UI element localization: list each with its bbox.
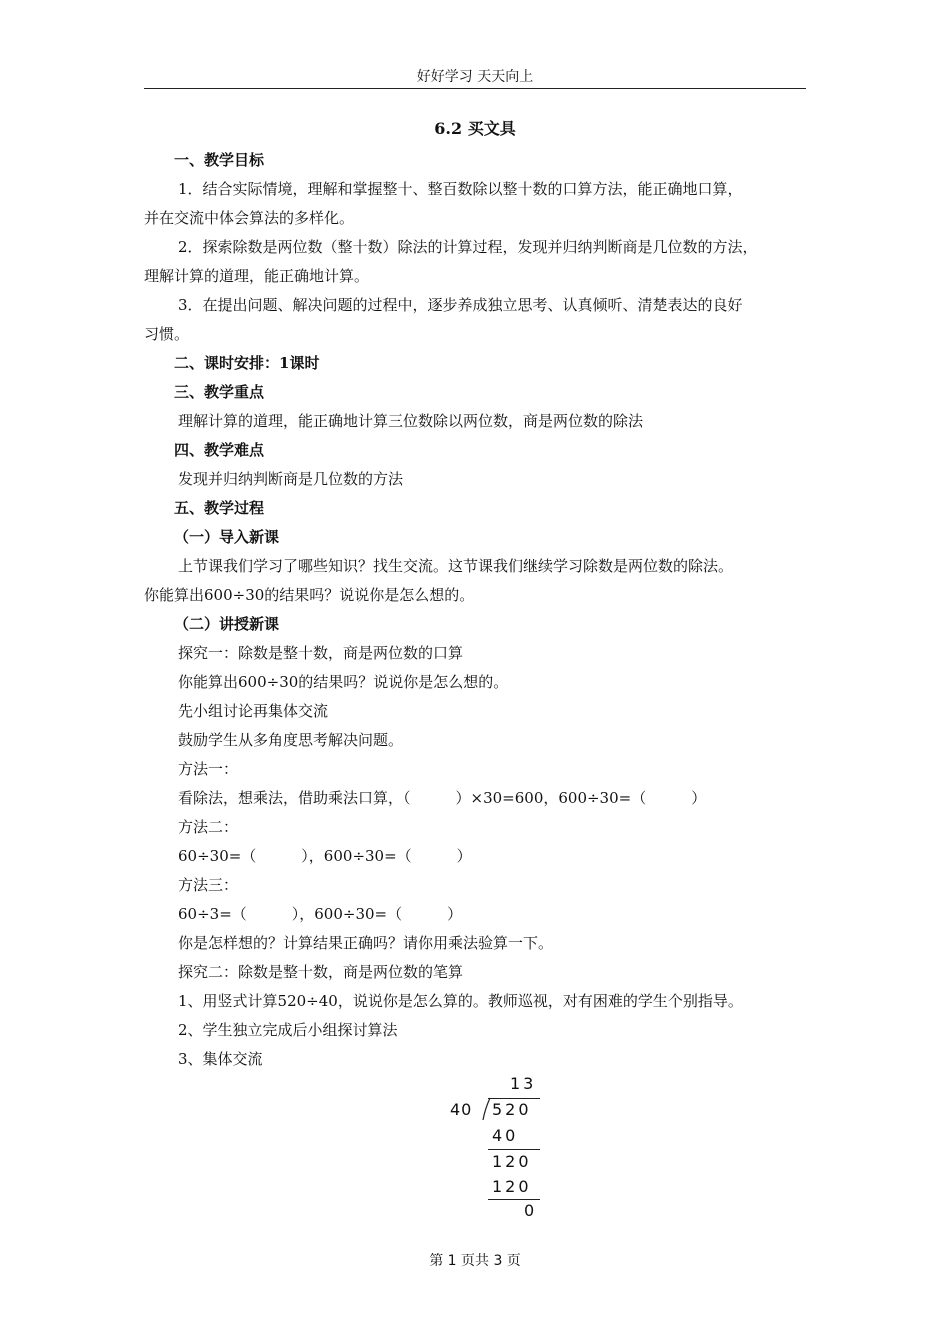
paragraph-line: 方法一： bbox=[178, 760, 239, 778]
paragraph-line: 探究一：除数是整十数，商是两位数的口算 bbox=[178, 644, 464, 662]
section-heading: 五、教学过程 bbox=[174, 499, 265, 517]
ld-remainder2: 0 bbox=[524, 1201, 538, 1220]
paragraph-line: 鼓励学生从多角度思考解决问题。 bbox=[178, 731, 404, 749]
paragraph-line: 发现并归纳判断商是几位数的方法 bbox=[178, 470, 404, 488]
paragraph-line: 看除法，想乘法，借助乘法口算，（ ）×30=600，600÷30=（ ） bbox=[178, 789, 707, 807]
section-heading: 三、教学重点 bbox=[174, 383, 265, 401]
ld-step1: 40 bbox=[492, 1126, 519, 1145]
ld-divisor: 40 bbox=[450, 1100, 473, 1119]
section-heading: （二）讲授新课 bbox=[174, 615, 280, 633]
paragraph-line: 2．探索除数是两位数（整十数）除法的计算过程，发现并归纳判断商是几位数的方法， bbox=[178, 238, 758, 256]
ld-bracket bbox=[482, 1097, 492, 1121]
paragraph-line: 上节课我们学习了哪些知识？找生交流。这节课我们继续学习除数是两位数的除法。 bbox=[178, 557, 734, 575]
document-title: 6.2 买文具 bbox=[434, 119, 516, 138]
ld-top-bar bbox=[488, 1098, 540, 1099]
ld-line1 bbox=[488, 1149, 540, 1150]
paragraph-line: 1．结合实际情境，理解和掌握整十、整百数除以整十数的口算方法，能正确地口算， bbox=[178, 180, 743, 198]
paragraph-line: 理解计算的道理，能正确地计算。 bbox=[144, 267, 370, 285]
paragraph-line: 并在交流中体会算法的多样化。 bbox=[144, 209, 355, 227]
section-heading: 四、教学难点 bbox=[174, 441, 265, 459]
long-division bbox=[448, 1072, 568, 1232]
paragraph-line: 探究二：除数是整十数，商是两位数的笔算 bbox=[178, 963, 464, 981]
page-footer: 第 1 页共 3 页 bbox=[429, 1253, 521, 1269]
header-divider bbox=[144, 88, 806, 89]
paragraph-line: 你是怎样想的？计算结果正确吗？请你用乘法验算一下。 bbox=[178, 934, 554, 952]
paragraph-line: 你能算出600÷30的结果吗？说说你是怎么想的。 bbox=[144, 586, 475, 604]
page-header: 好好学习 天天向上 bbox=[416, 69, 534, 85]
paragraph-line: 3、集体交流 bbox=[178, 1050, 263, 1068]
ld-remainder1: 120 bbox=[492, 1152, 532, 1171]
paragraph-line: 2、学生独立完成后小组探讨算法 bbox=[178, 1021, 398, 1039]
section-heading: （一）导入新课 bbox=[174, 528, 280, 546]
ld-line2 bbox=[488, 1199, 540, 1200]
paragraph-line: 60÷3=（ ），600÷30=（ ） bbox=[178, 905, 463, 923]
paragraph-line: 习惯。 bbox=[144, 325, 190, 343]
paragraph-line: 3．在提出问题、解决问题的过程中，逐步养成独立思考、认真倾听、清楚表达的良好 bbox=[178, 296, 743, 314]
paragraph-line: 方法三： bbox=[178, 876, 239, 894]
document-body bbox=[144, 146, 809, 1074]
ld-dividend: 520 bbox=[492, 1100, 532, 1119]
paragraph-line: 理解计算的道理，能正确地计算三位数除以两位数，商是两位数的除法 bbox=[178, 412, 644, 430]
ld-step2: 120 bbox=[492, 1177, 532, 1196]
paragraph-line: 60÷30=（ ），600÷30=（ ） bbox=[178, 847, 472, 865]
paragraph-line: 先小组讨论再集体交流 bbox=[178, 702, 329, 720]
section-heading: 一、教学目标 bbox=[174, 151, 265, 169]
paragraph-line: 你能算出600÷30的结果吗？说说你是怎么想的。 bbox=[178, 673, 509, 691]
paragraph-line: 1、用竖式计算520÷40，说说你是怎么算的。教师巡视，对有困难的学生个别指导。 bbox=[178, 992, 743, 1010]
ld-quotient: 13 bbox=[510, 1074, 537, 1093]
section-heading: 二、课时安排：1课时 bbox=[174, 354, 320, 372]
paragraph-line: 方法二： bbox=[178, 818, 239, 836]
